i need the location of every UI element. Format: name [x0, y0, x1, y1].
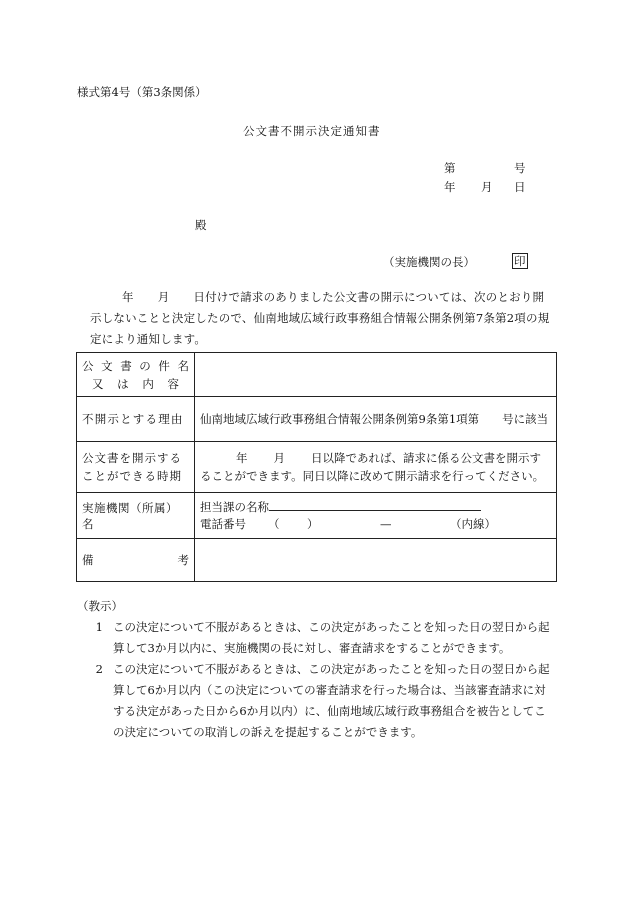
note-text: この決定について不服があるときは、この決定があったことを知った日の翌日から起算して3か月以内に、実施機関の長に対し、審査請求をすることができます。	[113, 620, 550, 655]
dash: —	[380, 517, 392, 531]
label-subject-char: 書	[120, 358, 132, 373]
remarks-bi: 備	[82, 553, 94, 567]
row-remarks	[77, 539, 557, 582]
seal-text: 印	[514, 254, 526, 268]
denwa-label: 電話番号	[200, 517, 246, 531]
value-subject	[195, 353, 557, 397]
period-nen: 年	[236, 451, 248, 465]
row-reason	[77, 397, 557, 442]
label-subject	[77, 353, 195, 397]
remarks-kou: 考	[177, 553, 189, 567]
nen-label: 年	[444, 180, 456, 194]
note-text: この決定について不服があるときは、この決定があったことを知った日の翌日から起算して6か月以内（この決定についての審査請求を行った場合は、当該審査請求に対する決定があった日から6か月以内）に、仙南地域広域行政事務組合を被告としてこの決定についての取消しの訴えを提起することができます。	[113, 662, 550, 739]
addressee-dono: 殿	[195, 218, 207, 232]
form-id: 様式第4号（第3条関係）	[77, 85, 207, 99]
tsuki-label: 月	[481, 180, 493, 194]
notes-section	[77, 596, 557, 743]
page-title: 公文書不開示決定通知書	[243, 124, 381, 138]
value-agency	[195, 493, 557, 539]
naisen-label: （内線）	[450, 517, 496, 531]
label-subject-char: 内	[142, 376, 154, 391]
tantou-label: 担当課の名称	[200, 500, 269, 514]
row-subject	[77, 353, 557, 397]
label-agency: 実施機関（所属）名	[77, 493, 195, 539]
note-number: 2	[95, 662, 103, 676]
form-table	[76, 352, 557, 582]
notes-heading: （教示）	[77, 599, 123, 613]
label-remarks	[77, 539, 195, 582]
period-text: 日以降であれば、請求に係る公文書を開示することができます。同日以降に改めて開示請求を行ってください。	[200, 451, 545, 483]
label-subject-char: 名	[177, 358, 189, 373]
body-paragraph	[90, 287, 552, 350]
sender-label: （実施機関の長）	[383, 255, 475, 269]
value-reason: 仙南地域広域行政事務組合情報公開条例第9条第1項第 号に該当	[195, 397, 557, 442]
label-subject-char: 容	[167, 376, 179, 391]
note-number: 1	[95, 620, 103, 634]
value-remarks	[195, 539, 557, 582]
label-subject-char: 文	[101, 358, 113, 373]
dai-label: 第	[444, 161, 456, 175]
body-rest: 日付けで請求のありました公文書の開示については、次のとおり開示しないことと決定したので、仙南地域広域行政事務組合情報公開条例第7条第2項の規定により通知します。	[90, 290, 550, 346]
body-tsuki: 月	[157, 290, 170, 304]
hi-label: 日	[514, 180, 526, 194]
go-label: 号	[514, 161, 526, 175]
seal-mark	[512, 253, 528, 269]
label-subject-char: 公	[82, 358, 94, 373]
tantou-line	[269, 498, 481, 511]
label-subject-char: 又	[92, 376, 104, 391]
row-agency	[77, 493, 557, 539]
label-subject-char: 件	[158, 358, 170, 373]
value-period	[195, 442, 557, 493]
row-period	[77, 442, 557, 493]
label-subject-char: の	[139, 358, 151, 373]
paren-open: （	[268, 517, 280, 531]
notes-item	[77, 617, 557, 659]
label-subject-char: は	[117, 376, 129, 391]
body-nen: 年	[122, 290, 134, 304]
label-period: 公文書を開示することができる時期	[77, 442, 195, 493]
notes-item	[77, 659, 557, 743]
period-tsuki: 月	[273, 451, 285, 465]
label-reason: 不開示とする理由	[77, 397, 195, 442]
paren-close: ）	[307, 517, 319, 531]
